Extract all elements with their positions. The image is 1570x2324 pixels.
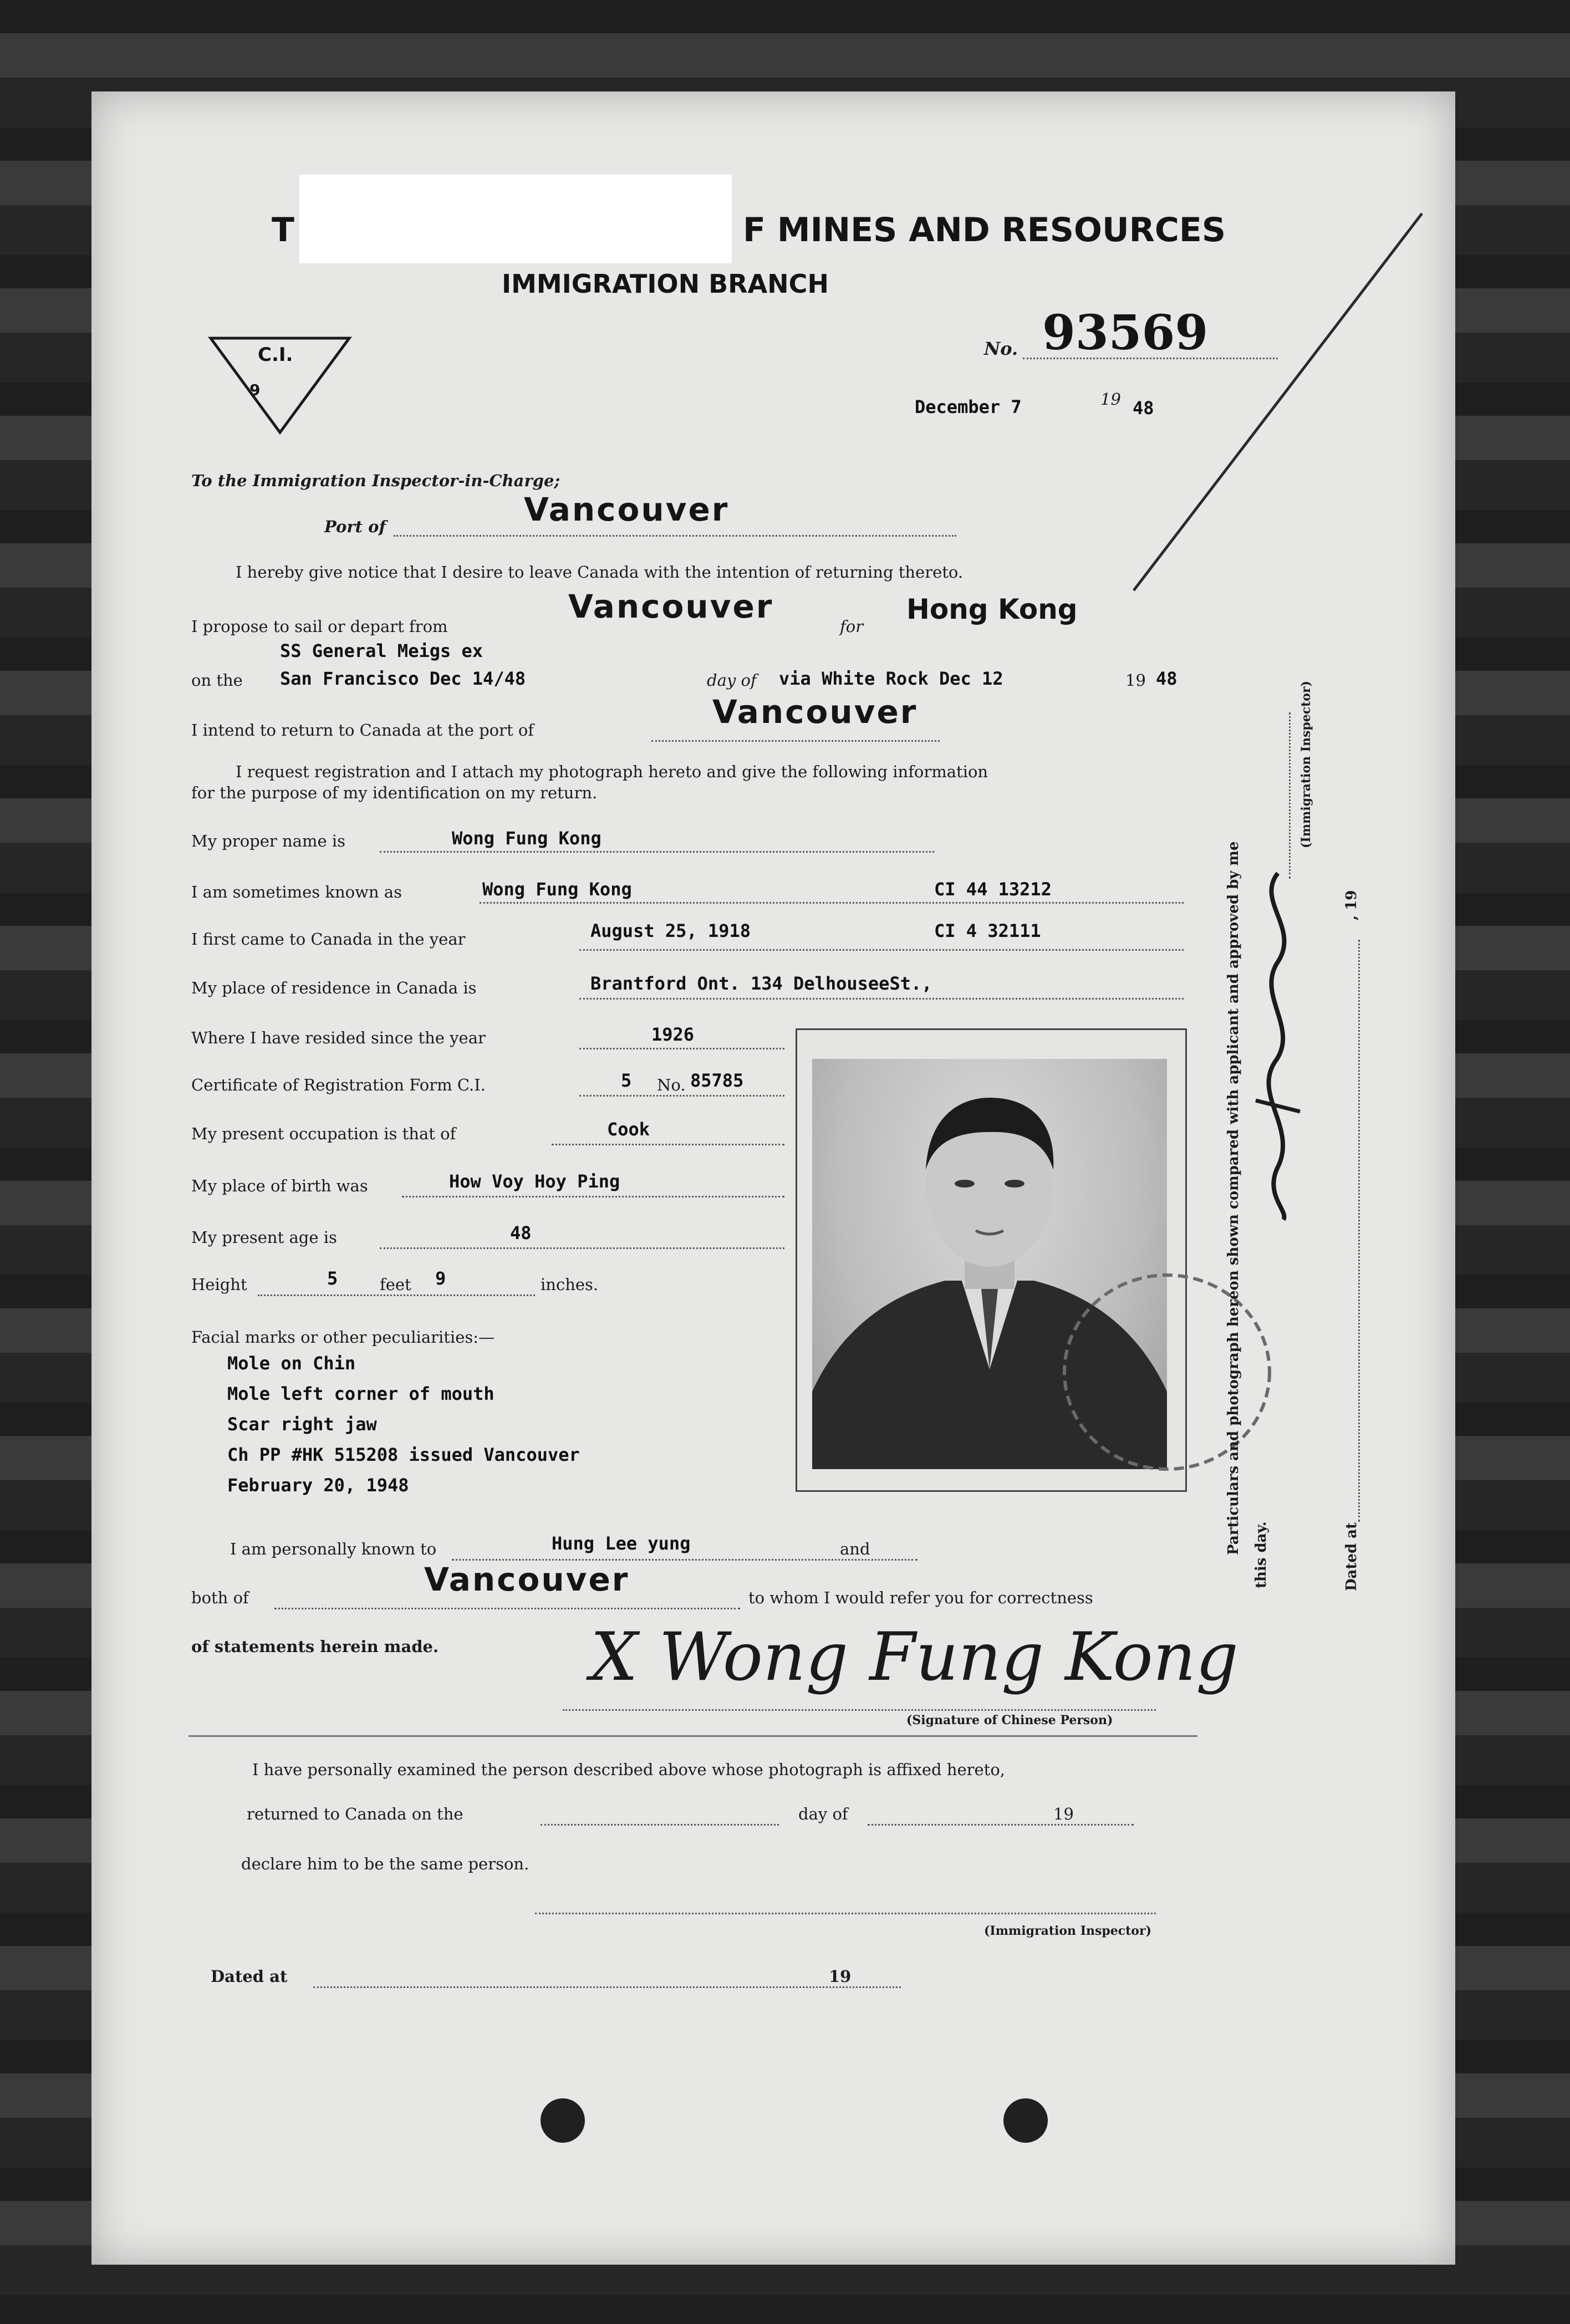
ship-line1: SS General Meigs ex: [280, 640, 483, 661]
certificate-label: Certificate of Registration Form C.I.: [191, 1076, 486, 1094]
exam-inspector-dotline: [535, 1913, 1156, 1914]
facial-line-1: Mole on Chin: [227, 1353, 356, 1374]
facial-line-3: Scar right jaw: [227, 1414, 377, 1435]
on-the-label: on the: [191, 671, 243, 690]
exam-return-dotline: [541, 1824, 779, 1826]
certificate-no-label: No.: [657, 1076, 686, 1094]
immigration-form-page: [91, 91, 1455, 2265]
resided-since-label: Where I have resided since the year: [191, 1028, 486, 1047]
occupation-dotline: [552, 1144, 784, 1145]
known-as-dotline: [480, 902, 1184, 904]
resided-since-dotline: [579, 1048, 784, 1049]
number-label: No.: [984, 338, 1018, 359]
refer-label: to whom I would refer you for correctness: [748, 1588, 1093, 1607]
applicant-signature: X Wong Fung Kong: [590, 1619, 1238, 1696]
known-to-person: Hung Lee yung: [552, 1533, 691, 1554]
inches-label: inches.: [541, 1275, 599, 1294]
both-of-value: Vancouver: [424, 1561, 630, 1598]
first-came-dotline: [579, 949, 1184, 951]
sail-from: Vancouver: [568, 588, 774, 625]
residence-label: My place of residence in Canada is: [191, 978, 477, 997]
date-century: 19: [1100, 390, 1121, 409]
exam-line1: I have personally examined the person described above whose photograph is affixed hereto,: [252, 1760, 1006, 1779]
known-as: Wong Fung Kong: [482, 879, 632, 900]
signature-dotline: [563, 1709, 1156, 1711]
ci-number-1: CI 44 13212: [934, 879, 1052, 900]
sail-century: 19: [1125, 671, 1146, 690]
age: 48: [510, 1222, 532, 1243]
statements-label: of statements herein made.: [191, 1637, 439, 1656]
side-century: , 19: [1343, 890, 1360, 920]
return-port-label: I intend to return to Canada at the port of: [191, 721, 534, 740]
occupation-label: My present occupation is that of: [191, 1124, 456, 1143]
side-approval-text: Particulars and photograph hereon shown compared with applicant and approved by me: [1225, 841, 1242, 1555]
inspection-stamp-circle: [1056, 1267, 1278, 1477]
punch-hole-right: [1003, 2098, 1048, 2143]
side-dated-label: Dated at: [1343, 1522, 1360, 1591]
height-inches: 9: [435, 1268, 446, 1289]
height-dotline: [258, 1294, 535, 1296]
certificate-form: 5: [621, 1070, 632, 1091]
facial-line-2: Mole left corner of mouth: [227, 1383, 495, 1404]
request-line2: for the purpose of my identification on my return.: [191, 783, 598, 802]
day-of-label: day of: [707, 671, 757, 690]
exam-line2-b: day of: [798, 1805, 848, 1823]
birthplace: How Voy Hoy Ping: [449, 1171, 620, 1192]
ship-line2: San Francisco Dec 14/48: [280, 668, 526, 689]
exam-line2-a: returned to Canada on the: [247, 1805, 463, 1823]
department-title: F MINES AND RESOURCES: [743, 211, 1226, 249]
facial-line-4: Ch PP #HK 515208 issued Vancouver: [227, 1444, 580, 1465]
request-line1: I request registration and I attach my photograph hereto and give the following information: [236, 762, 988, 781]
diagonal-pen-line: [1123, 202, 1433, 602]
section-divider: [188, 1735, 1197, 1737]
residence: Brantford Ont. 134 DelhouseeSt.,: [590, 973, 932, 994]
return-port-dotline: [651, 740, 940, 742]
sail-for-label: for: [840, 617, 864, 636]
occupation: Cook: [607, 1119, 650, 1140]
form-number: 93569: [1042, 305, 1209, 361]
redaction-block: [299, 175, 732, 263]
height-feet: 5: [327, 1268, 338, 1289]
exam-line3: declare him to be the same person.: [241, 1854, 529, 1873]
inspector-signature-scribble: [1245, 868, 1311, 1222]
exam-day-dotline: [868, 1824, 1134, 1826]
sail-label: I propose to sail or depart from: [191, 617, 448, 636]
side-dated-dotline: [1358, 940, 1360, 1522]
age-label: My present age is: [191, 1228, 337, 1247]
facial-label: Facial marks or other peculiarities:—: [191, 1328, 495, 1347]
certificate-no: 85785: [690, 1070, 744, 1091]
form-code-line1: C.I.: [258, 344, 293, 366]
exam-inspector-caption: (Immigration Inspector): [984, 1924, 1151, 1938]
proper-name-label: My proper name is: [191, 832, 345, 850]
return-port-value: Vancouver: [712, 693, 918, 731]
birthplace-label: My place of birth was: [191, 1176, 368, 1195]
notice-text: I hereby give notice that I desire to leave Canada with the intention of returning thereto.: [236, 563, 964, 582]
proper-name: Wong Fung Kong: [452, 828, 602, 849]
known-as-label: I am sometimes known as: [191, 883, 402, 901]
form-code-line2: 9: [249, 381, 261, 399]
port-dotline: [394, 535, 956, 537]
exam-dated-label: Dated at: [211, 1967, 288, 1986]
resided-since: 1926: [651, 1024, 695, 1045]
punch-hole-left: [541, 2098, 585, 2143]
both-of-dotline: [274, 1608, 740, 1609]
port-value: Vancouver: [524, 491, 730, 528]
known-to-and: and: [840, 1540, 870, 1558]
title-start: T: [272, 211, 294, 249]
port-label: Port of: [324, 517, 386, 536]
residence-dotline: [579, 998, 1184, 1000]
proper-name-dotline: [380, 851, 934, 853]
birthplace-dotline: [402, 1196, 784, 1197]
side-this-day: this day.: [1253, 1521, 1270, 1588]
first-came: August 25, 1918: [590, 920, 751, 941]
facial-line-5: February 20, 1948: [227, 1475, 409, 1496]
known-to-label: I am personally known to: [230, 1540, 437, 1558]
exam-dated-century: 19: [829, 1967, 852, 1986]
sail-via: via White Rock Dec 12: [779, 668, 1003, 689]
side-inspector-caption: (Immigration Inspector): [1299, 681, 1313, 848]
first-came-label: I first came to Canada in the year: [191, 930, 466, 949]
side-inspector-dotline: [1289, 712, 1291, 879]
exam-dated-dotline: [313, 1986, 901, 1988]
date-year: 48: [1133, 397, 1154, 419]
both-of-label: both of: [191, 1588, 249, 1607]
feet-label: feet: [380, 1275, 411, 1294]
sail-year: 48: [1156, 668, 1178, 689]
date-month-day: December 7: [915, 396, 1022, 417]
signature-caption: (Signature of Chinese Person): [906, 1713, 1113, 1727]
exam-line2-c: 19: [1053, 1805, 1074, 1823]
addressee-label: To the Immigration Inspector-in-Charge;: [191, 471, 560, 490]
certificate-dotline: [579, 1095, 784, 1097]
branch-title: IMMIGRATION BRANCH: [502, 269, 829, 299]
height-label: Height: [191, 1275, 247, 1294]
ci-number-2: CI 4 32111: [934, 920, 1041, 941]
age-dotline: [380, 1247, 784, 1249]
sail-destination: Hong Kong: [906, 593, 1078, 625]
